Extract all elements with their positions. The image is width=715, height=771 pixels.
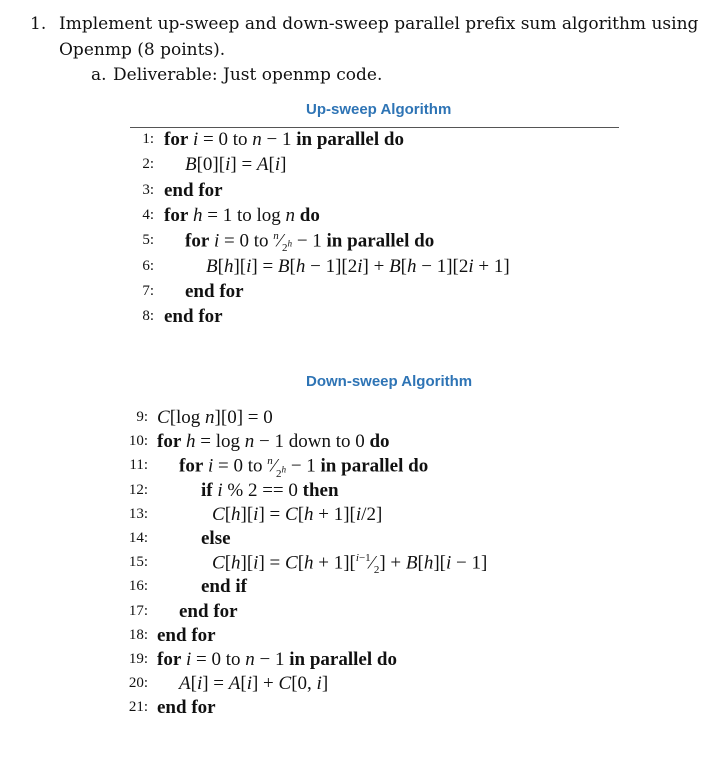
upsweep-code-line: end for (164, 179, 223, 201)
upsweep-line-number: 2: (142, 156, 154, 173)
downsweep-line-number: 21: (128, 699, 148, 716)
upsweep-code-line: B[0][i] = A[i] (185, 154, 287, 176)
downsweep-line-number: 19: (128, 651, 148, 667)
upsweep-line-number: 5: (142, 232, 154, 249)
upsweep-line-number: 6: (142, 257, 154, 274)
upsweep-code-line: for h = 1 to log n do (164, 204, 320, 226)
downsweep-code-line: $C[h][i] = C[h + 1][^{i-1}⁄_2] + B[h][i - 1]$ (212, 552, 488, 577)
upsweep-code-line: for i = 0 to n − 1 in parallel do (164, 129, 404, 150)
upsweep-rule (130, 127, 619, 128)
downsweep-code-line: C[h][i] = C[h + 1][i/2] (212, 503, 383, 525)
downsweep-code-line: C[log n][0] = 0 (157, 407, 273, 428)
question-number: 1. (30, 14, 47, 34)
downsweep-code-line: for i = 0 to $^n⁄_{2^h} - 1$ in parallel do (179, 455, 429, 480)
upsweep-line-number: 1: (142, 131, 154, 147)
downsweep-code-line: if i % 2 == 0 then (201, 479, 339, 501)
downsweep-line-number: 13: (128, 505, 148, 522)
question-line-2: Openmp (8 points). (59, 40, 226, 60)
downsweep-line-number: 12: (128, 481, 148, 498)
downsweep-line-number: 18: (128, 626, 148, 643)
downsweep-line-number: 14: (128, 530, 148, 546)
upsweep-code-line: for i = 0 to $^n⁄_{2^h} - 1$ in parallel do (185, 230, 435, 255)
upsweep-line-number: 7: (142, 282, 154, 299)
sub-question: Deliverable: Just openmp code. (113, 65, 383, 85)
downsweep-code-line: end if (201, 576, 247, 598)
question-line-1: Implement up-sweep and down-sweep parallel prefix sum algorithm using (59, 14, 699, 34)
downsweep-code-line: for h = log n − 1 down to 0 do (157, 431, 390, 453)
downsweep-line-number: 17: (128, 602, 148, 619)
downsweep-code-line: for i = 0 to n − 1 in parallel do (157, 649, 397, 670)
upsweep-code-line: end for (185, 280, 244, 302)
downsweep-code-line: end for (157, 697, 216, 719)
upsweep-line-number: 4: (142, 206, 154, 223)
downsweep-line-number: 9: (136, 409, 148, 425)
upsweep-code-line: B[h][i] = B[h − 1][2i] + B[h − 1][2i + 1] (206, 255, 510, 277)
downsweep-code-line: end for (179, 600, 238, 622)
downsweep-title: Down-sweep Algorithm (306, 373, 473, 390)
downsweep-code-line: else (201, 528, 231, 549)
downsweep-code-line: A[i] = A[i] + C[0, i] (179, 673, 329, 695)
downsweep-line-number: 10: (128, 433, 148, 450)
downsweep-line-number: 15: (128, 554, 148, 571)
downsweep-line-number: 20: (128, 675, 148, 692)
downsweep-line-number: 16: (128, 578, 148, 595)
upsweep-title: Up-sweep Algorithm (306, 101, 452, 118)
downsweep-code-line: end for (157, 624, 216, 646)
upsweep-line-number: 8: (142, 308, 154, 325)
upsweep-code-line: end for (164, 306, 223, 328)
upsweep-line-number: 3: (142, 181, 154, 198)
sub-marker: a. (91, 65, 107, 85)
downsweep-line-number: 11: (129, 457, 148, 474)
